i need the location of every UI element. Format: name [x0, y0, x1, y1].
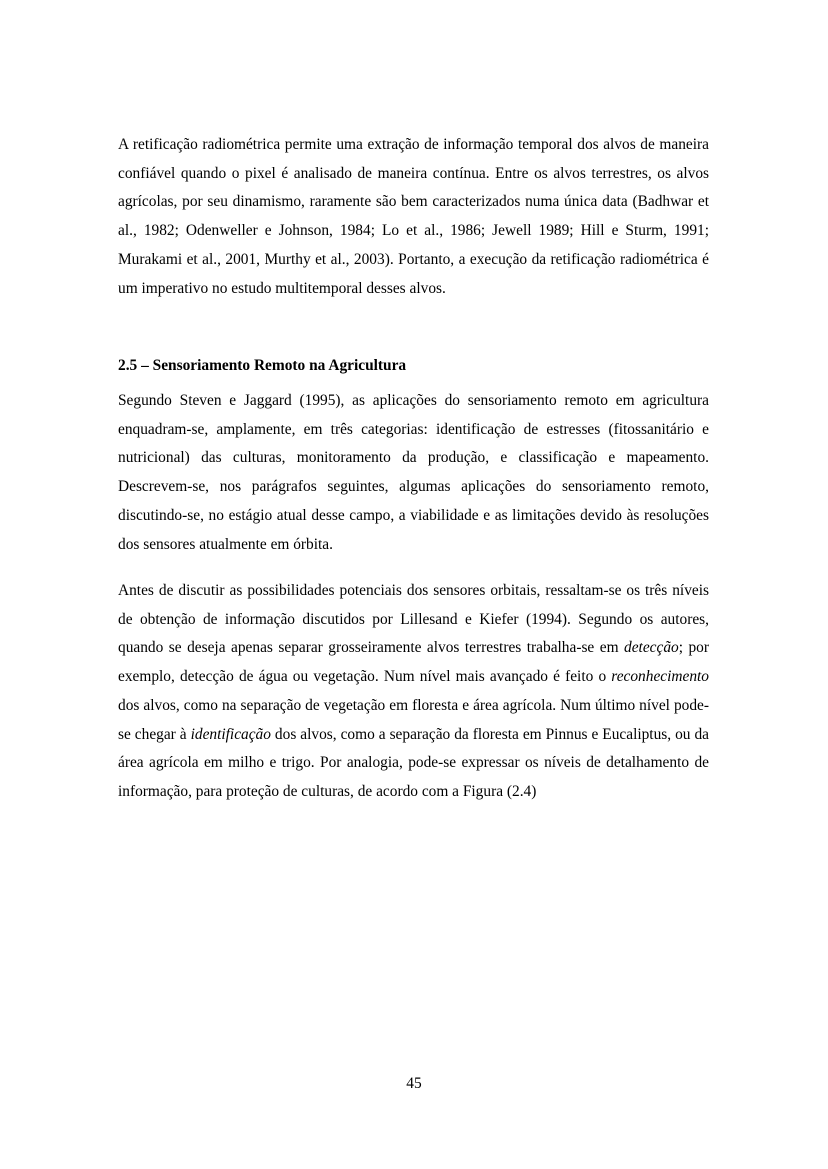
paragraph-text: dos alvos, como na separação de vegetação em floresta e área agrícola. Num último nível pode-se chegar à [118, 696, 709, 743]
term-recognition: reconhecimento [611, 668, 709, 686]
paragraph-applications: Segundo Steven e Jaggard (1995), as aplicações do sensoriamento remoto em agricultura enquadram-se, amplamente, em três categorias: identificação de estresses (fitossanitário e nutricional) das culturas, monitoramento da produção, e classificação e mapeamento. Descrevem-se, nos parágrafos seguintes, algumas aplicações do sensoriamento remoto, discutindo-se, no estágio atual desse campo, a viabilidade e as limitações devido às resoluções dos sensores atualmente em órbita. [118, 392, 709, 553]
term-detection: detecção [624, 639, 679, 657]
page-number: 45 [406, 1075, 422, 1092]
paragraph-text: dos alvos, como a separação da floresta em Pinnus e Eucaliptus, ou da área agrícola em milho e trigo. Por analogia, pode-se expressar os níveis de detalhamento de informação, para proteção de culturas, de acordo com a Figura (2.4) [118, 725, 709, 800]
paragraph-radiometric-rectification: A retificação radiométrica permite uma extração de informação temporal dos alvos de maneira confiável quando o pixel é analisado de maneira contínua. Entre os alvos terrestres, os alvos agrícolas, por seu dinamismo, raramente são bem caracterizados numa única data (Badhwar et al., 1982; Odenweller e Johnson, 1984; Lo et al., 1986; Jewell 1989; Hill e Sturm, 1991; Murakami et al., 2001, Murthy et al., 2003). Portanto, a execução da retificação radiométrica é um imperativo no estudo multitemporal desses alvos. [118, 136, 709, 297]
paragraph-information-levels [118, 577, 709, 807]
paragraph-text: Antes de discutir as possibilidades potenciais dos sensores orbitais, ressaltam-se os três níveis de obtenção de informação discutidos por Lillesand e Kiefer (1994). Segundo os autores, quando se deseja apenas separar grosseiramente alvos terrestres trabalha-se em [118, 582, 709, 657]
section-heading: 2.5 – Sensoriamento Remoto na Agricultura [118, 357, 407, 374]
term-identification: identificação [190, 725, 271, 743]
paragraph-text: ; por exemplo, detecção de água ou vegetação. Num nível mais avançado é feito o [118, 639, 709, 686]
